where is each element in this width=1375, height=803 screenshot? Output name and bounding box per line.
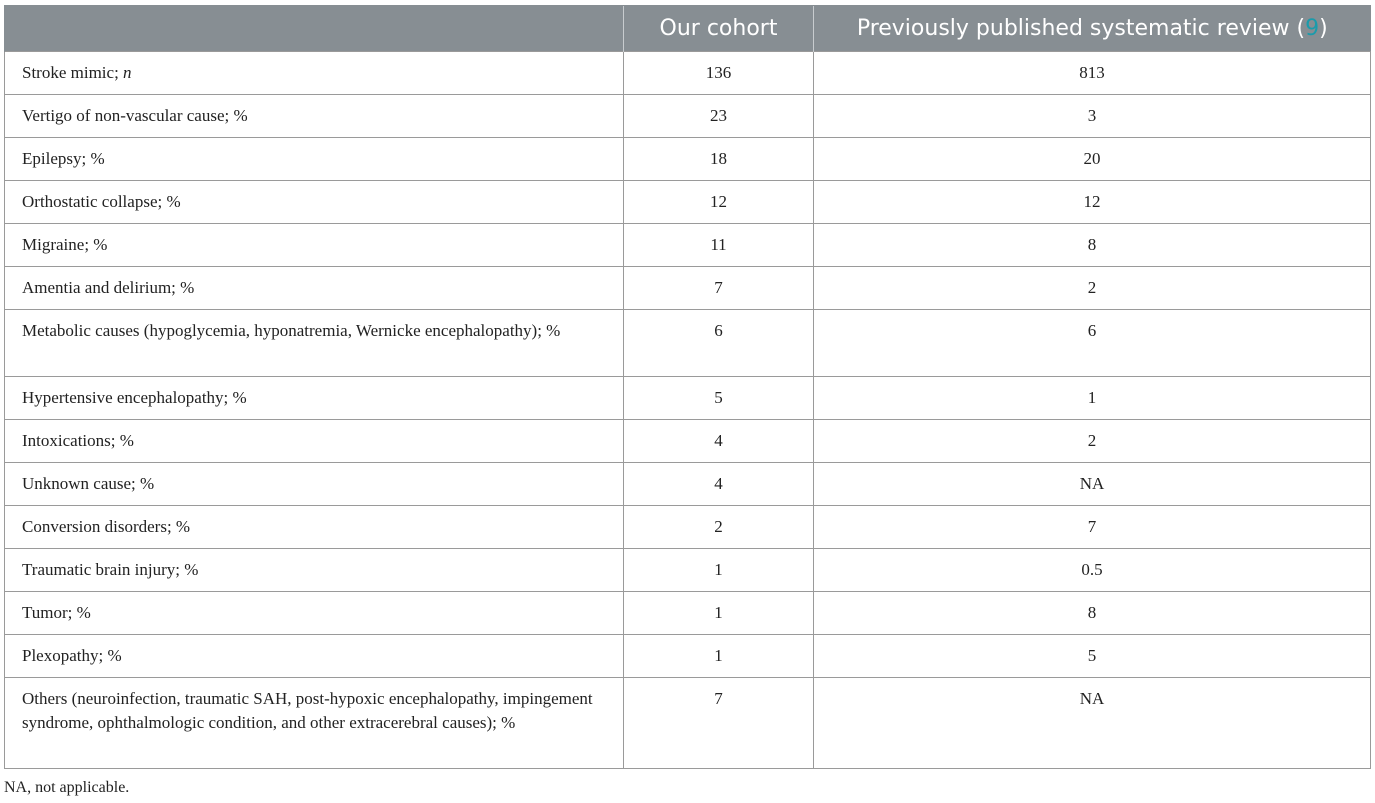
table-row xyxy=(5,181,1371,224)
table-row xyxy=(5,592,1371,635)
row-label: Vertigo of non-vascular cause; % xyxy=(5,95,624,138)
table-row xyxy=(5,95,1371,138)
header-systematic-review xyxy=(814,6,1371,52)
table-row xyxy=(5,678,1371,769)
review-value: NA xyxy=(814,463,1371,506)
table-container xyxy=(4,5,1370,769)
table-row xyxy=(5,52,1371,95)
table-footnote: NA, not applicable. xyxy=(4,779,130,796)
comparison-table xyxy=(4,5,1371,769)
cohort-value: 1 xyxy=(624,592,814,635)
row-label: Hypertensive encephalopathy; % xyxy=(5,377,624,420)
review-value: 20 xyxy=(814,138,1371,181)
row-label: Amentia and delirium; % xyxy=(5,267,624,310)
cohort-value: 7 xyxy=(624,267,814,310)
cohort-value: 136 xyxy=(624,52,814,95)
row-label: Unknown cause; % xyxy=(5,463,624,506)
row-label: Plexopathy; % xyxy=(5,635,624,678)
table-row xyxy=(5,377,1371,420)
label-text: Stroke mimic; xyxy=(22,63,124,82)
cohort-value: 23 xyxy=(624,95,814,138)
cohort-value: 12 xyxy=(624,181,814,224)
row-label: Intoxications; % xyxy=(5,420,624,463)
table-row xyxy=(5,420,1371,463)
review-value: 3 xyxy=(814,95,1371,138)
review-value: 7 xyxy=(814,506,1371,549)
table-row xyxy=(5,267,1371,310)
table-row xyxy=(5,549,1371,592)
table-row xyxy=(5,463,1371,506)
row-label: Orthostatic collapse; % xyxy=(5,181,624,224)
row-label xyxy=(5,52,624,95)
reference-link[interactable]: 9 xyxy=(1305,16,1320,41)
header-review-text: Previously published systematic review ( xyxy=(856,16,1306,41)
cohort-value: 4 xyxy=(624,420,814,463)
table-row xyxy=(5,310,1371,377)
review-value: 1 xyxy=(814,377,1371,420)
cohort-value: 6 xyxy=(624,310,814,377)
table-row xyxy=(5,224,1371,267)
cohort-value: 18 xyxy=(624,138,814,181)
row-label: Others (neuroinfection, traumatic SAH, post-hypoxic encephalopathy, impingement syndrome, ophthalmologic condition, and other extracerebral causes); % xyxy=(5,678,624,769)
cohort-value: 2 xyxy=(624,506,814,549)
header-our-cohort: Our cohort xyxy=(624,6,814,52)
row-label: Migraine; % xyxy=(5,224,624,267)
table-row xyxy=(5,138,1371,181)
review-value: 8 xyxy=(814,224,1371,267)
row-label: Tumor; % xyxy=(5,592,624,635)
header-row xyxy=(5,6,1371,52)
cohort-value: 4 xyxy=(624,463,814,506)
review-value: 813 xyxy=(814,52,1371,95)
table-row xyxy=(5,506,1371,549)
cohort-value: 5 xyxy=(624,377,814,420)
review-value: 2 xyxy=(814,420,1371,463)
cohort-value: 1 xyxy=(624,635,814,678)
label-italic: n xyxy=(123,63,132,82)
review-value: 5 xyxy=(814,635,1371,678)
row-label: Metabolic causes (hypoglycemia, hyponatremia, Wernicke encephalopathy); % xyxy=(5,310,624,377)
review-value: 6 xyxy=(814,310,1371,377)
table-row xyxy=(5,635,1371,678)
review-value: 12 xyxy=(814,181,1371,224)
cohort-value: 7 xyxy=(624,678,814,769)
cohort-value: 1 xyxy=(624,549,814,592)
row-label: Epilepsy; % xyxy=(5,138,624,181)
row-label: Conversion disorders; % xyxy=(5,506,624,549)
header-review-close: ) xyxy=(1319,16,1328,41)
review-value: NA xyxy=(814,678,1371,769)
cohort-value: 11 xyxy=(624,224,814,267)
review-value: 8 xyxy=(814,592,1371,635)
review-value: 0.5 xyxy=(814,549,1371,592)
review-value: 2 xyxy=(814,267,1371,310)
row-label: Traumatic brain injury; % xyxy=(5,549,624,592)
header-category xyxy=(5,6,624,52)
